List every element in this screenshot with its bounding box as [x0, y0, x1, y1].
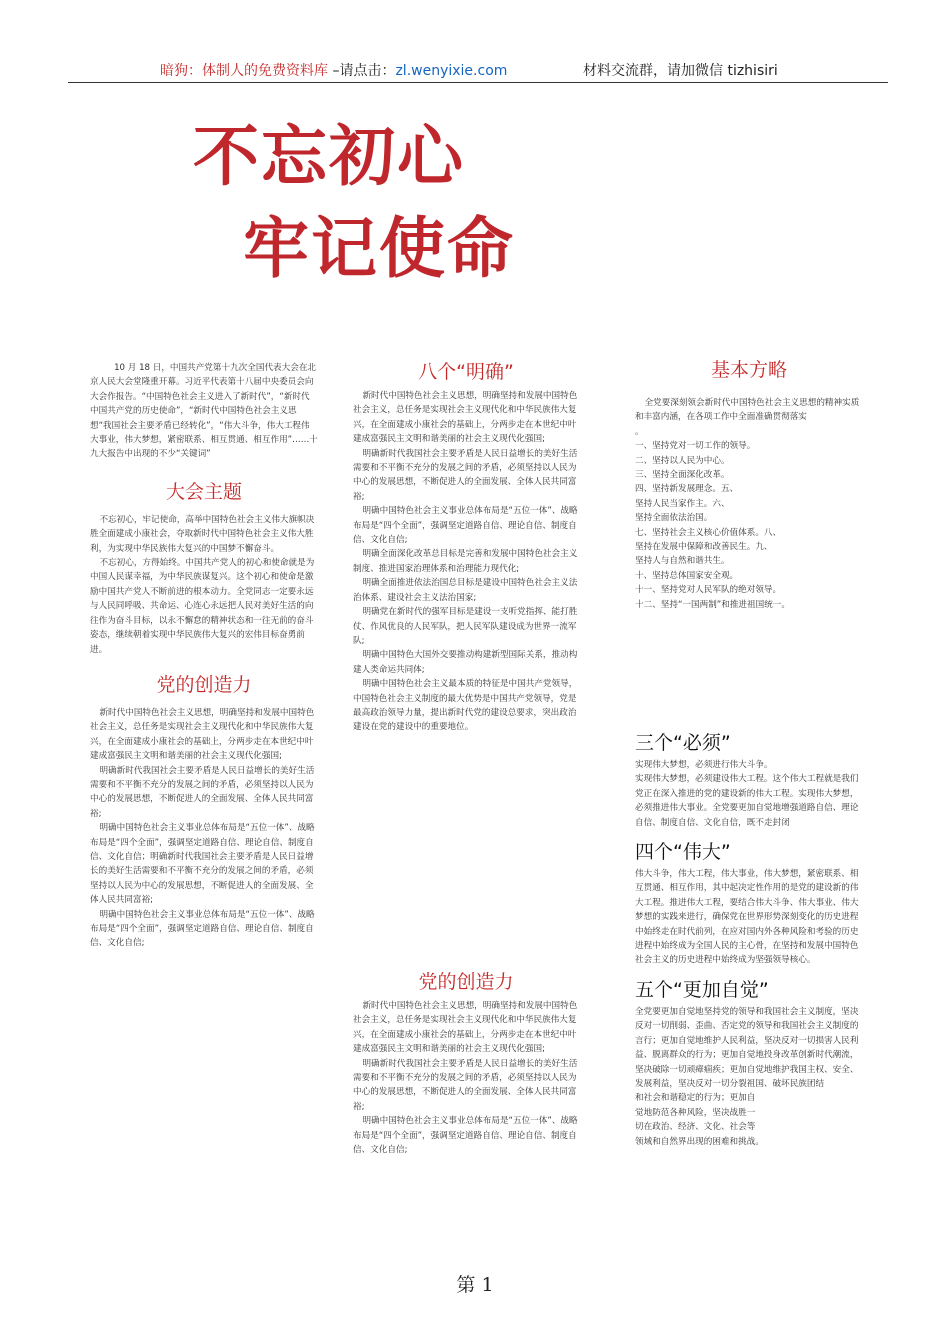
paragraph: 全党要更加自觉地坚持党的领导和我国社会主义制度，坚决反对一切削弱、歪曲、否定党的领导和我国社会主义制度的言行；更加自觉地维护人民利益，坚决反对一切损害人民利益、脱离群众的行为；更加自觉地投身改革创新时代潮流，坚决破除一切顽瘴痼疾；更加自觉地维护我国主权、安全、发展利益，坚决反对一切分裂祖国、破坏民族团结 — [635, 1006, 859, 1089]
paragraph: 新时代中国特色社会主义思想，明确坚持和发展中国特色社会主义，总任务是实现社会主义现代化和中华民族伟大复兴，在全面建成小康社会的基础上，分两步走在本世纪中叶建成富强民主文明和谐美丽的社会主义现代化强国; — [353, 1001, 578, 1055]
paragraph: 明确中国特色社会主义事业总体布局是“五位一体”、战略布局是“四个全面”，强调坚定道路自信、理论自信、制度自信、文化自信; — [353, 1116, 578, 1156]
paragraph: 明确新时代我国社会主要矛盾是人民日益增长的美好生活需要和不平衡不充分的发展之间的矛盾，必须坚持以人民为中心的发展思想，不断促进人的全面发展、全体人民共同富裕; — [353, 1058, 578, 1112]
paragraph: 明确中国特色大国外交要推动构建新型国际关系，推动构建人类命运共同体; — [353, 650, 578, 675]
paragraph: 明确全面深化改革总目标是完善和发展中国特色社会主义制度、推进国家治理体系和治理能力现代化; — [353, 549, 578, 574]
column-right-top — [635, 358, 863, 612]
section-heading-eight-clear: 八个“明确” — [418, 361, 514, 383]
paragraph: 实现伟大梦想，必须建设伟大工程。这个伟大工程就是我们党正在深入推进的党的建设新的伟大工程。实现伟大梦想，必须推进伟大事业。全党要更加自觉地增强道路自信、理论自信、制度自信、文化自信，既不走封闭 — [635, 774, 859, 828]
strategy-intro-dot: 。 — [635, 426, 644, 437]
paragraph-line: 觉地防范各种风险，坚决战胜一 — [635, 1107, 756, 1118]
strategy-item: 七、坚持社会主义核心价值体系。八、 — [635, 527, 782, 538]
page-number: 第 1 — [456, 1274, 494, 1296]
strategy-intro: 全党要深刻领会新时代中国特色社会主义思想的精神实质和丰富内涵，在各项工作中全面准确贯彻落实 — [635, 398, 860, 423]
section-heading-five-consciousness: 五个“更加自觉” — [635, 978, 769, 1001]
strategy-item: 三、坚持全面深化改革。 — [635, 470, 730, 481]
paragraph: 实现伟大梦想，必须进行伟大斗争。 — [635, 760, 773, 770]
section-heading-strategy: 基本方略 — [710, 359, 787, 381]
strategy-item: 坚持人与自然和谐共生。 — [635, 556, 730, 567]
title-line-1: 不忘初心 — [193, 118, 465, 195]
page-header — [68, 58, 888, 83]
strategy-item: 坚持人民当家作主。六、 — [635, 498, 730, 509]
section-heading-theme: 大会主题 — [165, 480, 242, 503]
paragraph: 明确新时代我国社会主要矛盾是人民日益增长的美好生活需要和不平衡不充分的发展之间的矛盾，必须坚持以人民为中心的发展思想，不断促进人的全面发展、全体人民共同富裕; — [353, 448, 578, 502]
column-middle-bottom — [353, 970, 579, 1157]
title-line-2: 牢记使命 — [243, 210, 515, 287]
paragraph: 明确中国特色社会主义事业总体布局是“五位一体”、战略布局是“四个全面”，强调坚定道路自信、理论自信、制度自信、文化自信; — [353, 506, 578, 546]
header-click-prompt: –请点击： — [328, 63, 396, 79]
paragraph: 明确中国特色社会主义事业总体布局是“五位一体”、战略布局是“四个全面”，强调坚定道路自信、理论自信、制度自信、文化自信；明确新时代我国社会主要矛盾是人民日益增长的美好生活需要和不平衡不充分的发展之间的矛盾，必须坚持以人民为中心的发展思想，不断促进人的全面发展、全体人民共同富裕; — [90, 823, 315, 906]
paragraph: 伟大斗争，伟大工程，伟大事业，伟大梦想，紧密联系、相互贯通、相互作用，其中起决定性作用的是党的建设新的伟大工程。推进伟大工程，要结合伟大斗争、伟大事业、伟大梦想的实践来进行，确保党在世界形势深刻变化的历史进程中始终走在时代前列，在应对国内外各种风险和考验的历史进程中始终成为全国人民的主心骨，在坚持和发展中国特色社会主义的历史进程中始终成为坚强领导核心。 — [635, 869, 859, 966]
strategy-item: 坚持全面依法治国。 — [635, 513, 713, 524]
strategy-item: 十、坚持总体国家安全观。 — [635, 570, 739, 581]
paragraph-line: 领域和自然界出现的困难和挑战。 — [635, 1136, 764, 1147]
paragraph: 明确中国特色社会主义事业总体布局是“五位一体”、战略布局是“四个全面”，强调坚定道路自信、理论自信、制度自信、文化自信; — [90, 909, 315, 949]
paragraph-line: 切在政治、经济、文化、社会等 — [635, 1122, 756, 1133]
header-library-name: 暗狗：体制人的免费资料库 — [160, 63, 328, 79]
paragraph: 明确新时代我国社会主要矛盾是人民日益增长的美好生活需要和不平衡不充分的发展之间的矛盾，必须坚持以人民为中心的发展思想，不断促进人的全面发展、全体人民共同富裕; — [90, 765, 315, 819]
strategy-item: 十二、坚持“一国两制”和推进祖国统一。 — [635, 599, 790, 610]
strategy-item: 一、坚持党对一切工作的领导。 — [635, 441, 756, 452]
header-link[interactable]: zl.wenyixie.com — [395, 63, 508, 79]
intro-paragraph: 10 月 18 日，中国共产党第十九次全国代表大会在北京人民大会堂隆重开幕。习近平代表第十八届中央委员会向大会作报告。“中国特色社会主义进入了新时代”，“新时代中国共产党的历史使命”，“新时代中国特色社会主义思想“我国社会主要矛盾已经转化”，“伟大斗争，伟大工程伟大事业，伟大梦想，紧密联系、相互贯通、相互作用”……十九大报告中出现的不少“关键词” — [90, 363, 318, 460]
paragraph: 不忘初心，方得始终。中国共产党人的初心和使命就是为中国人民谋幸福，为中华民族谋复兴。这个初心和使命是激励中国共产党人不断前进的根本动力。全党同志一定要永远与人民同呼吸、共命运、心连心永远把人民对美好生活的向往作为奋斗目标，以永不懈怠的精神状态和一往无前的奋斗姿态，继续朝着实现中华民族伟大复兴的宏伟目标奋勇前进。 — [90, 558, 315, 655]
strategy-item: 坚持在发展中保障和改善民生。九、 — [635, 542, 773, 553]
column-right-bottom — [635, 731, 863, 1149]
strategy-item: 十一、坚持党对人民军队的绝对领导。 — [635, 585, 782, 596]
paragraph-line: 和社会和谐稳定的行为；更加自 — [635, 1093, 756, 1104]
paragraph: 明确全面推进依法治国总目标是建设中国特色社会主义法治体系、建设社会主义法治国家; — [353, 578, 578, 603]
section-heading-four-greats: 四个“伟大” — [635, 841, 731, 864]
column-middle-top — [353, 360, 579, 735]
paragraph: 明确党在新时代的强军目标是建设一支听党指挥、能打胜仗、作风优良的人民军队，把人民军队建设成为世界一流军队; — [353, 607, 578, 646]
strategy-item: 四、坚持新发展理念。五、 — [635, 484, 739, 495]
paragraph: 不忘初心，牢记使命，高举中国特色社会主义伟大旗帜决胜全面建成小康社会，夺取新时代中国特色社会主义伟大胜利，为实现中华民族伟大复兴的中国梦不懈奋斗。 — [90, 514, 315, 554]
paragraph: 明确中国特色社会主义最本质的特征是中国共产党领导，中国特色社会主义制度的最大优势是中国共产党领导，党是最高政治领导力量，提出新时代党的建设总要求，突出政治建设在党的建设中的重要地位。 — [353, 679, 578, 733]
column-left — [90, 361, 318, 951]
header-wechat-note: 材料交流群，请加微信 tizhisiri — [583, 63, 778, 79]
paragraph: 新时代中国特色社会主义思想，明确坚持和发展中国特色社会主义，总任务是实现社会主义现代化和中华民族伟大复兴，在全面建成小康社会的基础上，分两步走在本世纪中叶建成富强民主文明和谐美丽的社会主义现代化强国; — [90, 707, 315, 762]
section-heading-three-musts: 三个“必须” — [635, 732, 731, 754]
paragraph: 新时代中国特色社会主义思想，明确坚持和发展中国特色社会主义，总任务是实现社会主义现代化和中华民族伟大复兴，在全面建成小康社会的基础上，分两步走在本世纪中叶建成富强民主文明和谐美丽的社会主义现代化强国; — [353, 391, 578, 445]
strategy-item: 二、坚持以人民为中心。 — [635, 455, 730, 466]
section-heading-creativity: 党的创造力 — [156, 673, 252, 696]
section-heading-creativity-2: 党的创造力 — [418, 971, 514, 993]
